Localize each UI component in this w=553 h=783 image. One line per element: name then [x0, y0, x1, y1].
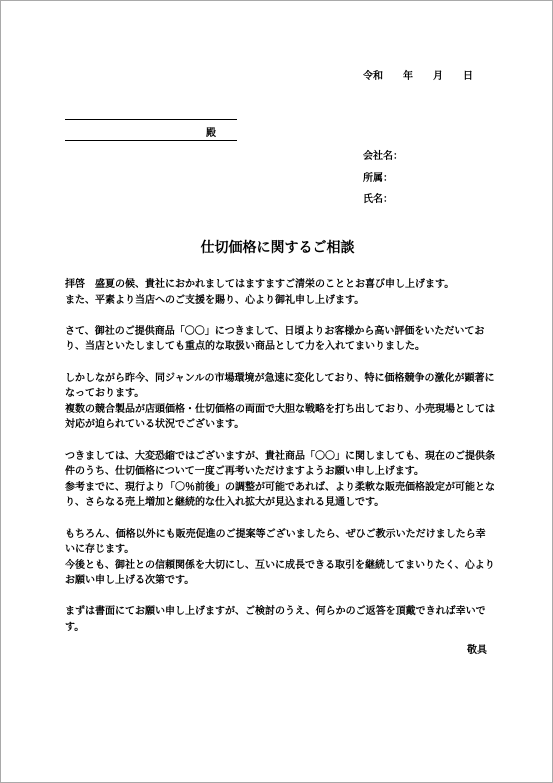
paragraph-line: 複数の競合製品が店頭価格・仕切価格の両面で大胆な戦略を打ち出しており、小売現場としては対応が迫られている状況でございます。	[65, 403, 495, 431]
date-line: 令和 年 月 日	[363, 71, 473, 82]
paragraph	[65, 449, 495, 511]
addressee-block	[65, 119, 237, 139]
name-label: 氏名：	[363, 194, 393, 205]
closing-word: 敬具	[467, 645, 487, 656]
paragraph	[65, 277, 495, 308]
sender-block	[363, 149, 403, 214]
paragraph-line: 拝啓 盛夏の候、貴社におかれましてはますますご清栄のこととお喜び申し上げます。	[65, 279, 455, 290]
paragraph-line: さて、御社のご提供商品「〇〇」につきまして、日頃よりお客様から高い評価をいただいており、当店といたしましても重点的な取扱い商品として力を入れてまいりました。	[65, 325, 485, 353]
letter-body	[65, 277, 495, 651]
paragraph-line: 今後とも、御社との信頼関係を大切にし、互いに成長できる取引を継続してまいりたく、心よりお願い申し上げる次第です。	[65, 559, 495, 587]
addressee-line-top	[65, 119, 237, 120]
department-label: 所属：	[363, 172, 393, 184]
letter-title: 仕切価格に関するご相談	[200, 240, 355, 256]
paragraph	[65, 604, 495, 635]
company-label: 会社名：	[363, 151, 403, 162]
paragraph-line: しかしながら昨今、同ジャンルの市場環境が急速に変化しており、特に価格競争の激化が顕著になっております。	[65, 372, 495, 400]
paragraph	[65, 527, 495, 589]
addressee-line-bottom	[65, 140, 237, 141]
paragraph	[65, 371, 495, 433]
paragraph-line: つきましては、大変恐縮ではございますが、貴社商品「〇〇」に関しましても、現在のご提供条件のうち、仕切価格について一度ご再考いただけますようお願い申し上げます。	[65, 450, 495, 478]
paragraph-line: また、平素より当店へのご支援を賜り、心より御礼申し上げます。	[65, 294, 365, 306]
paragraph	[65, 324, 495, 355]
paragraph-line: 参考までに、現行より「〇％前後」の調整が可能であれば、より柔軟な販売価格設定が可能となり、さらなる売上増加と継続的な仕入れ拡大が見込まれる見通しです。	[65, 481, 495, 509]
addressee-suffix: 殿	[206, 128, 216, 139]
paragraph-line: まずは書面にてお願い申し上げますが、ご検討のうえ、何らかのご返答を頂戴できれば幸いです。	[65, 606, 486, 634]
paragraph-line: もちろん、価格以外にも販売促進のご提案等ございましたら、ぜひご教示いただけましたら幸いに存じます。	[65, 528, 486, 556]
